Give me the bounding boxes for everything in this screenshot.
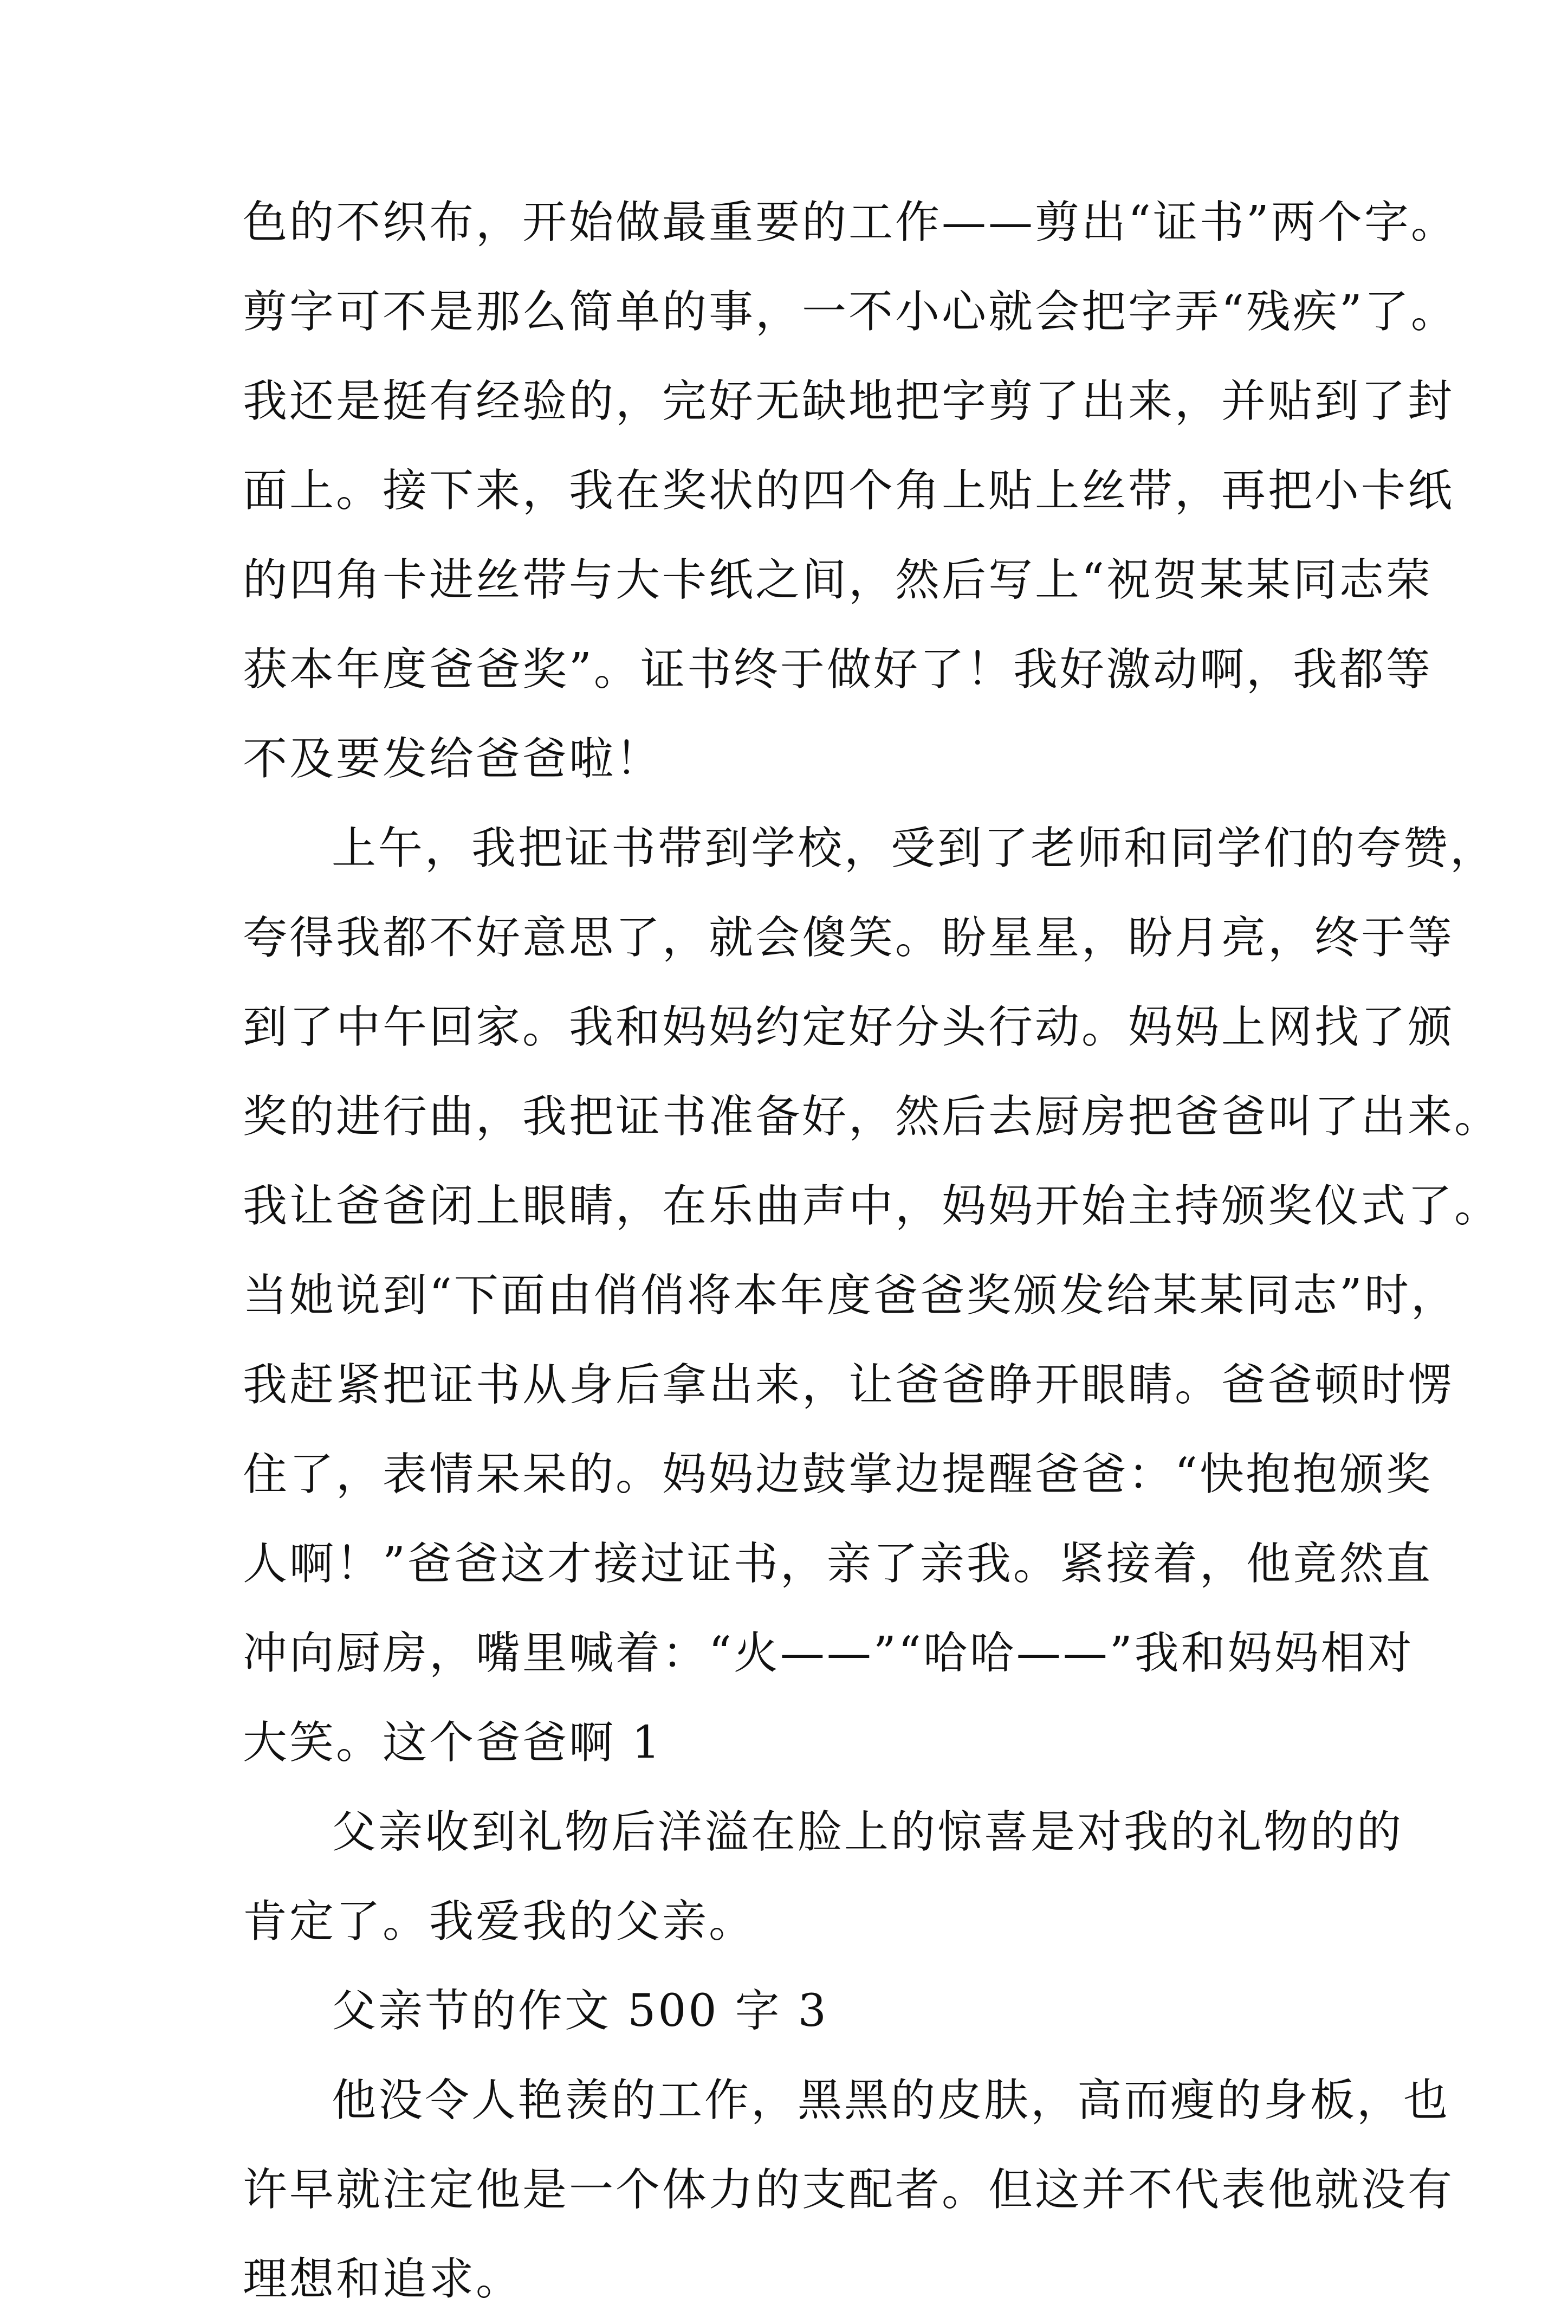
text-line: 我赶紧把证书从身后拿出来，让爸爸睁开眼睛。爸爸顿时愣: [243, 1359, 1455, 1411]
text-line: 面上。接下来，我在奖状的四个角上贴上丝带，再把小卡纸: [243, 465, 1455, 517]
text-line: 当她说到“下面由俏俏将本年度爸爸奖颁发给某某同志”时，: [243, 1270, 1457, 1321]
text-line: 的四角卡进丝带与大卡纸之间，然后写上“祝贺某某同志荣: [243, 554, 1433, 606]
text-line: 不及要发给爸爸啦！: [243, 733, 663, 785]
paragraph: [243, 1787, 1404, 1966]
text-line: 理想和追求。: [243, 2254, 523, 2305]
text-line: 上午，我把证书带到学校，受到了老师和同学们的夸赞，: [332, 823, 1497, 874]
text-line: 到了中午回家。我和妈妈约定好分头行动。妈妈上网找了颁: [243, 1002, 1455, 1053]
text-line: 父亲收到礼物后洋溢在脸上的惊喜是对我的礼物的的: [332, 1806, 1404, 1858]
text-line: 肯定了。我爱我的父亲。: [243, 1896, 756, 1947]
text-line: 奖的进行曲，我把证书准备好，然后去厨房把爸爸叫了出来。: [243, 1091, 1501, 1142]
text-line: 我还是挺有经验的，完好无缺地把字剪了出来，并贴到了封: [243, 376, 1455, 427]
text-line: 色的不织布，开始做最重要的工作——剪出“证书”两个字。: [243, 197, 1457, 248]
paragraph: [243, 2056, 1455, 2324]
text-line: 人啊！”爸爸这才接过证书，亲了亲我。紧接着，他竟然直: [243, 1538, 1433, 1590]
essay-body: [243, 178, 1501, 2324]
text-line: 大笑。这个爸爸啊 1: [243, 1717, 663, 1768]
text-line: 获本年度爸爸奖”。证书终于做好了！我好激动啊，我都等: [243, 644, 1433, 695]
text-line: 许早就注定他是一个体力的支配者。但这并不代表他就没有: [243, 2164, 1455, 2216]
paragraph: [243, 1966, 1337, 2056]
text-line: 剪字可不是那么简单的事，一不小心就会把字弄“残疾”了。: [243, 286, 1457, 338]
text-line: 他没令人艳羡的工作，黑黑的皮肤，高而瘦的身板，也: [332, 2075, 1450, 2126]
text-line: 父亲节的作文 500 字 3: [332, 1985, 828, 2037]
text-line: 冲向厨房，嘴里喊着：“火——”“哈哈——”我和妈妈相对: [243, 1628, 1414, 1679]
paragraph: [243, 178, 1457, 804]
paragraph: [243, 804, 1501, 1787]
text-line: 住了，表情呆呆的。妈妈边鼓掌边提醒爸爸：“快抱抱颁奖: [243, 1449, 1433, 1500]
text-line: 我让爸爸闭上眼睛，在乐曲声中，妈妈开始主持颁奖仪式了。: [243, 1180, 1501, 1232]
text-line: 夸得我都不好意思了，就会傻笑。盼星星，盼月亮，终于等: [243, 912, 1455, 964]
